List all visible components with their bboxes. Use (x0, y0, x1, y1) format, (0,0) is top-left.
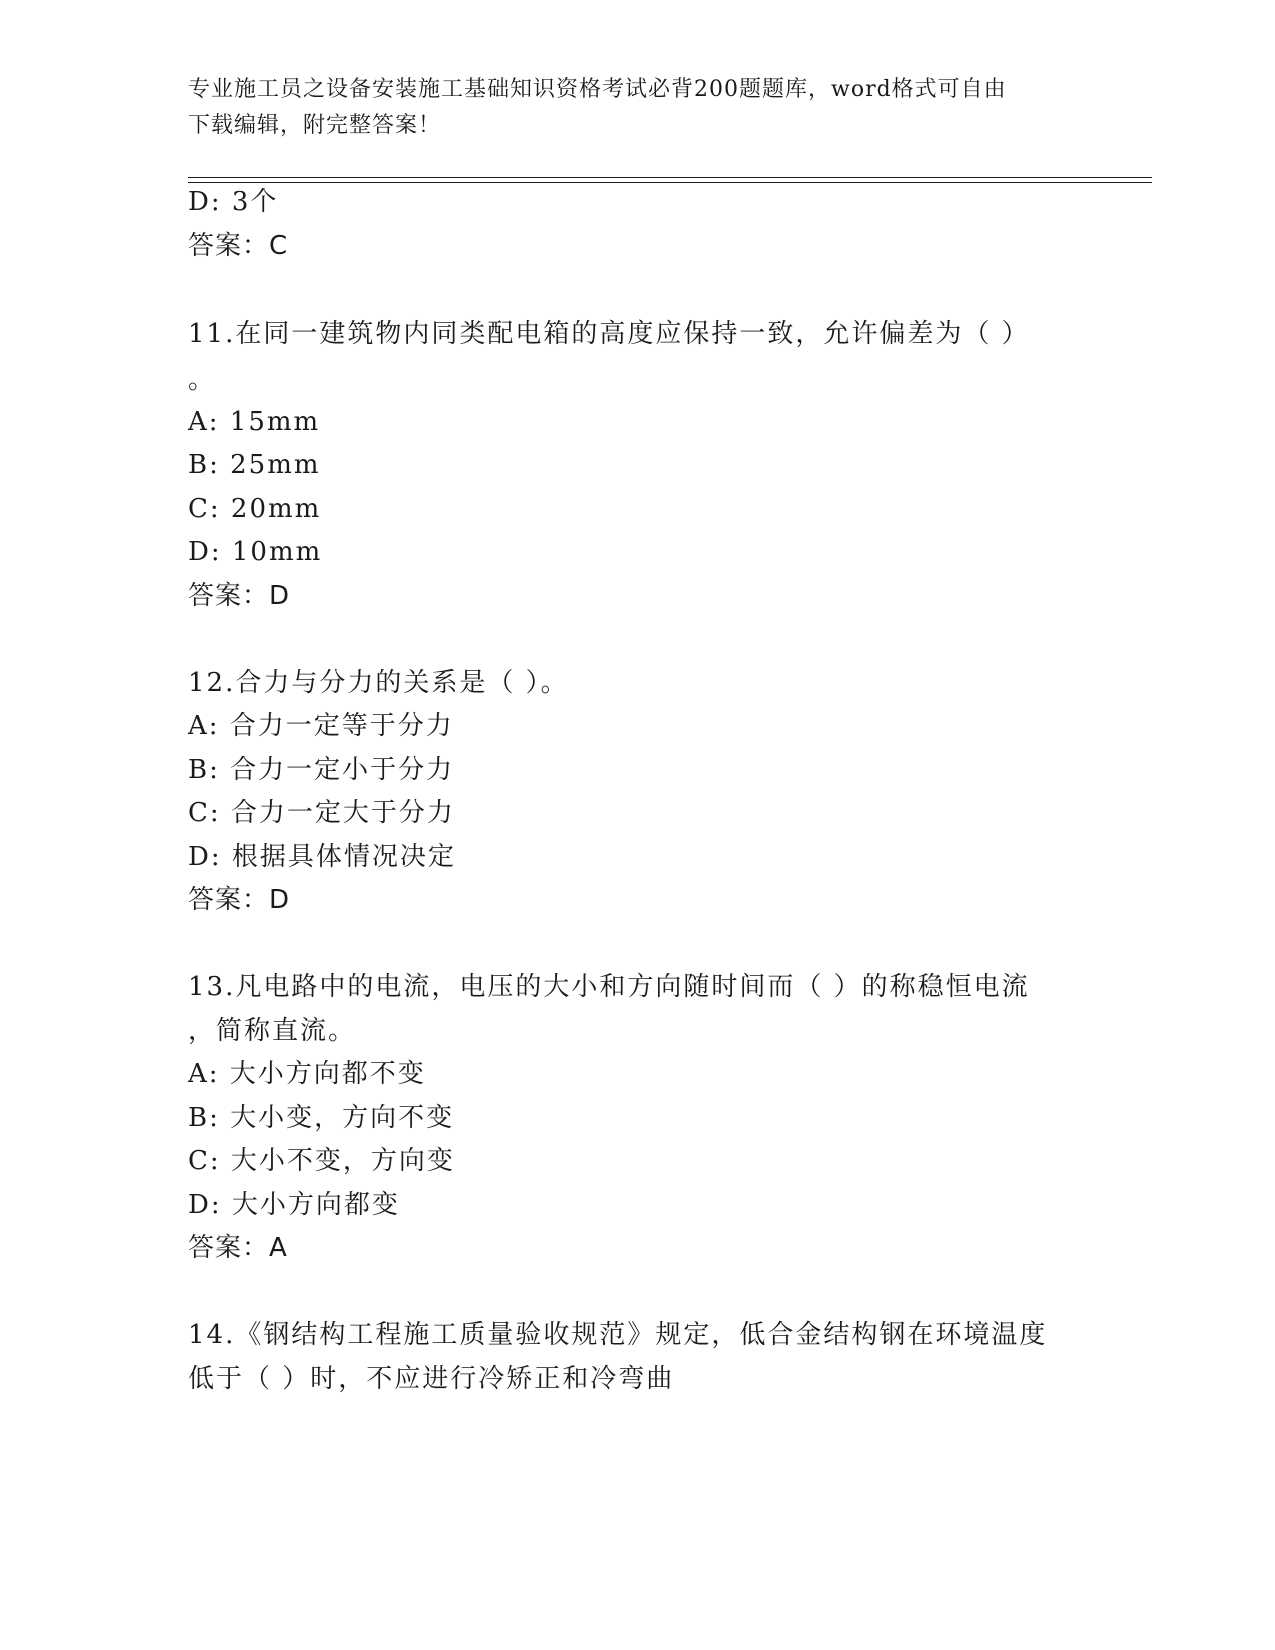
q14-stem-line-1: 14.《钢结构工程施工质量验收规范》规定，低合金结构钢在环境温度 (188, 1320, 1048, 1350)
q11-stem-line-1: 11.在同一建筑物内同类配电箱的高度应保持一致，允许偏差为（ ） (188, 319, 1030, 349)
header-divider-bottom (188, 182, 1152, 183)
q12-option-b: B: 合力一定小于分力 (188, 755, 455, 785)
q12-stem-line-1: 12.合力与分力的关系是（ ）。 (188, 668, 569, 698)
q13-option-a: A: 大小方向都不变 (188, 1059, 426, 1089)
q14-stem-line-2: 低于（ ）时，不应进行冷矫正和冷弯曲 (188, 1364, 675, 1394)
q11-stem-line-2: 。 (188, 365, 217, 395)
header-divider-top (188, 177, 1152, 178)
q11-option-d: D: 10mm (188, 537, 323, 567)
prev-option-d: D: 3个 (188, 187, 279, 217)
header-line-1: 专业施工员之设备安装施工基础知识资格考试必背200题题库，word格式可自由 (188, 77, 1007, 102)
q13-option-c: C: 大小不变，方向变 (188, 1146, 455, 1176)
q11-option-a: A: 15mm (188, 407, 321, 437)
q13-option-d: D: 大小方向都变 (188, 1190, 400, 1220)
q11-answer: 答案：D (188, 581, 291, 611)
q12-option-c: C: 合力一定大于分力 (188, 798, 455, 828)
q13-stem-line-2: ，简称直流。 (188, 1016, 357, 1046)
q12-answer: 答案：D (188, 885, 291, 915)
q11-option-b: B: 25mm (188, 450, 321, 480)
q13-option-b: B: 大小变，方向不变 (188, 1103, 455, 1133)
header-line-2: 下载编辑，附完整答案！ (188, 113, 442, 138)
q12-option-d: D: 根据具体情况决定 (188, 842, 456, 872)
document-header (188, 72, 1068, 144)
q13-stem-line-1: 13.凡电路中的电流，电压的大小和方向随时间而（ ）的称稳恒电流 (188, 972, 1030, 1002)
q12-option-a: A: 合力一定等于分力 (188, 711, 454, 741)
q13-answer: 答案：A (188, 1233, 288, 1263)
prev-answer: 答案：C (188, 231, 289, 261)
q11-option-c: C: 20mm (188, 494, 322, 524)
